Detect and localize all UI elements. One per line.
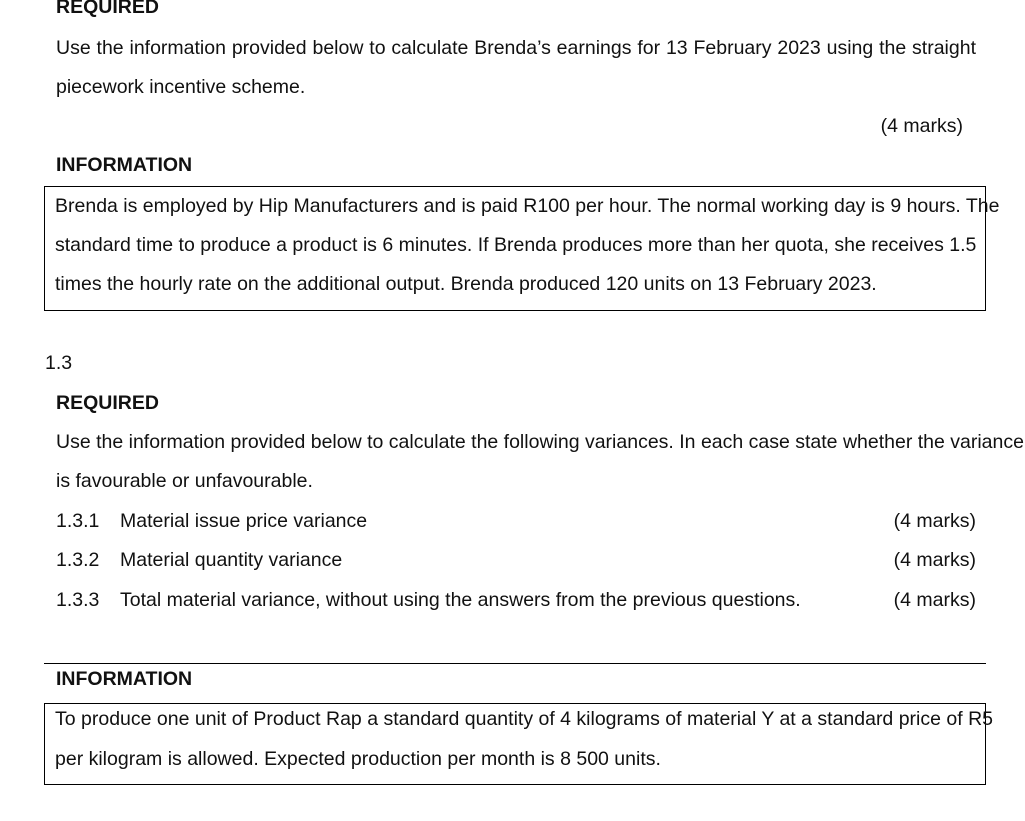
instruction-line: Use the information provided below to calculate Brenda’s earnings for 13 February 2023 using the straight	[56, 37, 976, 59]
item-text: Total material variance, without using the answers from the previous questions.	[120, 589, 801, 611]
marks-label: (4 marks)	[893, 589, 976, 611]
information-box	[44, 703, 993, 785]
item-number: 1.3.3	[56, 589, 100, 611]
item-text: Material quantity variance	[120, 549, 343, 571]
information-line: times the hourly rate on the additional output. Brenda produced 120 units on 13 February 2023.	[55, 273, 877, 295]
item-text: Material issue price variance	[120, 510, 368, 532]
information-heading: INFORMATION	[56, 154, 193, 176]
information-line: To produce one unit of Product Rap a standard quantity of 4 kilograms of material Y at a standard price of R5	[55, 708, 993, 730]
question-number: 1.3	[45, 352, 73, 374]
item-number: 1.3.1	[56, 510, 100, 532]
item-number: 1.3.2	[56, 549, 100, 571]
information-heading: INFORMATION	[56, 668, 193, 690]
marks-label: (4 marks)	[893, 510, 976, 532]
instruction-line: Use the information provided below to calculate the following variances. In each case state whether the variance	[56, 431, 1024, 453]
required-heading: REQUIRED	[56, 392, 159, 414]
information-line: per kilogram is allowed. Expected production per month is 8 500 units.	[55, 748, 661, 770]
information-line: Brenda is employed by Hip Manufacturers and is paid R100 per hour. The normal working day is 9 hours. The	[55, 195, 1000, 217]
question-item	[0, 510, 1025, 536]
marks-label: (4 marks)	[880, 115, 963, 137]
marks-label: (4 marks)	[893, 549, 976, 571]
instruction-line: is favourable or unfavourable.	[56, 470, 313, 492]
question-item	[0, 589, 1025, 615]
information-line: standard time to produce a product is 6 minutes. If Brenda produces more than her quota, she receives 1.5	[55, 234, 977, 256]
information-box	[44, 186, 1000, 311]
required-heading: REQUIRED	[56, 0, 159, 18]
question-item	[0, 549, 1025, 575]
instruction-line: piecework incentive scheme.	[56, 76, 306, 98]
divider	[44, 663, 986, 664]
